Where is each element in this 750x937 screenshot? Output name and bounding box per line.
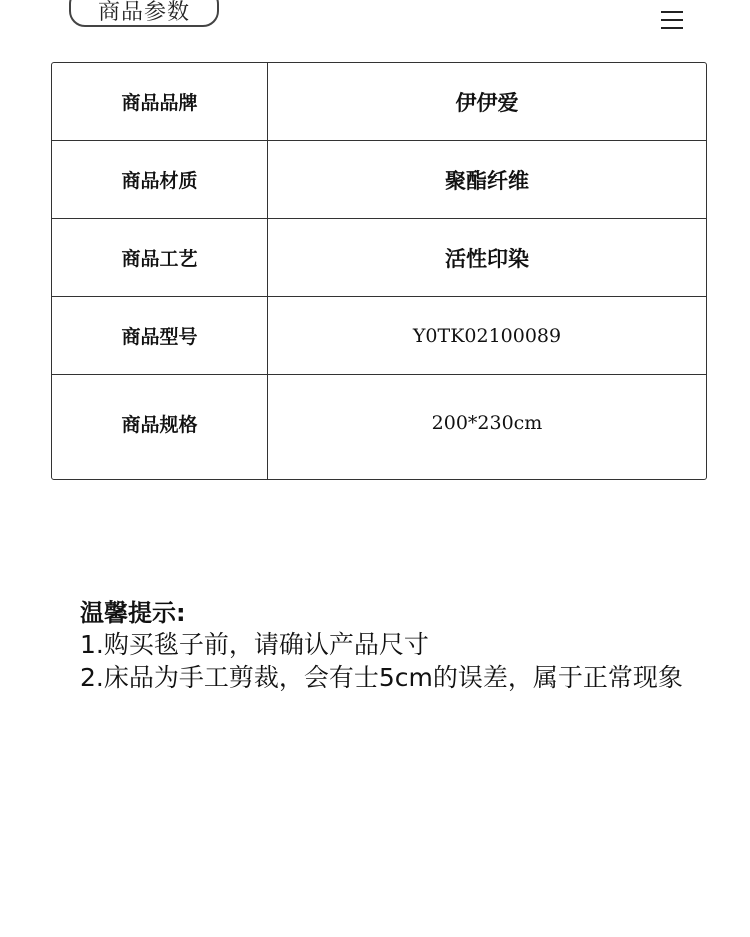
table-row (52, 141, 706, 219)
param-value-brand: 伊伊爱 (268, 63, 706, 141)
param-value-craft: 活性印染 (268, 219, 706, 297)
table-row (52, 297, 706, 375)
param-value-material: 聚酯纤维 (268, 141, 706, 219)
menu-icon[interactable] (661, 10, 683, 30)
menu-icon-bar (661, 19, 683, 21)
param-value-size: 200*230cm (431, 412, 543, 434)
section-title-badge (69, 0, 219, 27)
param-value-model: Y0TK02100089 (268, 297, 706, 375)
param-label-craft: 商品工艺 (52, 219, 268, 297)
param-label-size: 商品规格 (52, 375, 268, 479)
notice-line-1: 1.购买毯子前，请确认产品尺寸 (80, 630, 429, 659)
menu-icon-bar (661, 27, 683, 29)
product-params-table (51, 62, 707, 480)
param-label-material: 商品材质 (52, 141, 268, 219)
section-title: 商品参数 (97, 0, 190, 25)
notice-title: 温馨提示: (80, 599, 186, 627)
menu-icon-bar (661, 11, 683, 13)
table-row (52, 63, 706, 141)
table-row (52, 375, 706, 479)
notice-line-2: 2.床品为手工剪裁，会有士5cm的误差，属于正常现象 (80, 663, 683, 692)
param-label-model: 商品型号 (52, 297, 268, 375)
notice-block (80, 598, 683, 694)
table-row (52, 219, 706, 297)
param-label-brand: 商品品牌 (52, 63, 268, 141)
